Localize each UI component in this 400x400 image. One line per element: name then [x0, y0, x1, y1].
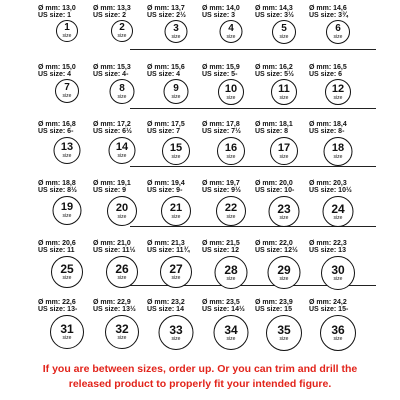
ring-size-number: 24: [331, 201, 345, 216]
diameter-mm-label: Ø mm: 23,2: [147, 299, 185, 306]
ring-size-circle: [271, 79, 297, 105]
ring-size-caption: size: [117, 153, 127, 159]
ring-size-number: 29: [277, 262, 291, 277]
us-size-label: US size: 4: [38, 71, 72, 78]
us-size-label: US size: 8: [255, 128, 289, 135]
ring-size-number: 9: [173, 82, 179, 94]
ring-size-item: [305, 121, 371, 179]
diameter-mm-label: Ø mm: 14,3: [255, 5, 293, 12]
ring-size-circle: [110, 79, 135, 104]
us-size-label: US size: 1: [38, 12, 72, 19]
ring-size-circle: [106, 256, 138, 288]
ring-size-caption: size: [62, 275, 72, 281]
diameter-mm-label: Ø mm: 19,4: [147, 180, 185, 187]
ring-size-circle: [53, 196, 82, 225]
diameter-mm-label: Ø mm: 17,5: [147, 121, 185, 128]
ring-size-caption: size: [279, 214, 289, 221]
ring-size-caption: size: [226, 335, 236, 342]
us-size-label: US size: 10-: [255, 187, 295, 194]
diameter-mm-label: Ø mm: 18,8: [38, 180, 76, 187]
ring-size-caption: size: [333, 214, 343, 221]
diameter-mm-label: Ø mm: 13,0: [38, 5, 76, 12]
diameter-mm-label: Ø mm: 24,2: [309, 299, 347, 306]
sizing-note-line-1: If you are between sizes, order up. Or you can trim and drill the: [42, 363, 358, 375]
us-size-label: US size: 5-: [202, 71, 238, 78]
ring-size-number: 36: [331, 323, 345, 337]
ring-size-number: 34: [224, 322, 238, 337]
ring-size-item: [305, 240, 371, 298]
ring-size-number: 18: [331, 142, 345, 154]
us-size-label: US size: 6½: [93, 128, 132, 135]
ring-size-circle: [162, 137, 190, 165]
ring-size-caption: size: [333, 34, 343, 40]
ring-size-caption: size: [226, 213, 236, 220]
diameter-mm-label: Ø mm: 22,3: [309, 240, 347, 247]
ring-size-caption: size: [226, 33, 236, 40]
ring-size-circle: [214, 315, 249, 350]
ring-size-caption: size: [62, 33, 72, 39]
diameter-mm-label: Ø mm: 16,8: [38, 121, 76, 128]
diameter-mm-label: Ø mm: 16,2: [255, 64, 293, 71]
us-size-label: US size: 4: [147, 71, 181, 78]
ring-size-circle: [161, 196, 191, 226]
ring-size-number: 2: [119, 22, 125, 33]
ring-size-caption: size: [171, 213, 181, 220]
ring-size-circle: [272, 20, 296, 44]
ring-size-caption: size: [171, 93, 181, 100]
diameter-mm-label: Ø mm: 14,0: [202, 5, 240, 12]
ring-size-circle: [320, 315, 356, 351]
us-size-label: US size: 6-: [38, 128, 74, 135]
ring-size-number: 13: [60, 141, 74, 153]
ring-size-number: 20: [115, 201, 129, 214]
ring-size-circle: [217, 137, 245, 165]
diameter-mm-label: Ø mm: 19,1: [93, 180, 131, 187]
ring-size-caption: size: [171, 33, 181, 40]
ring-size-circle: [321, 256, 355, 290]
us-size-label: US size: 15-: [309, 306, 349, 313]
ring-size-caption: size: [117, 335, 127, 341]
ring-size-number: 33: [169, 322, 183, 337]
ring-measurement-text: [309, 121, 369, 135]
ring-size-number: 27: [169, 262, 183, 276]
us-size-label: US size: 3: [202, 12, 236, 19]
us-size-label: US size: 2½: [147, 12, 186, 19]
ring-size-circle: [55, 79, 79, 103]
diameter-mm-label: Ø mm: 17,8: [202, 121, 240, 128]
ring-size-caption: size: [279, 336, 289, 342]
ring-size-circle: [215, 256, 248, 289]
ring-size-circle: [216, 196, 246, 226]
ring-size-number: 32: [115, 322, 129, 336]
diameter-mm-label: Ø mm: 15,6: [147, 64, 185, 71]
ring-size-caption: size: [117, 275, 127, 281]
diameter-mm-label: Ø mm: 13,3: [93, 5, 131, 12]
ring-size-item: [305, 5, 371, 63]
diameter-mm-label: Ø mm: 18,4: [309, 121, 347, 128]
ring-size-circle: [325, 79, 351, 105]
us-size-label: US size: 14½: [202, 306, 245, 313]
ring-size-caption: size: [279, 153, 289, 160]
us-size-label: US size: 4-: [93, 71, 129, 78]
ring-size-circle: [111, 20, 133, 42]
diameter-mm-label: Ø mm: 19,7: [202, 180, 240, 187]
ring-size-circle: [54, 137, 81, 164]
diameter-mm-label: Ø mm: 20,0: [255, 180, 293, 187]
us-size-label: US size: 7½: [202, 128, 241, 135]
diameter-mm-label: Ø mm: 20,3: [309, 180, 347, 187]
ring-measurement-text: [309, 5, 369, 19]
ring-size-caption: size: [117, 213, 127, 220]
diameter-mm-label: Ø mm: 21,3: [147, 240, 185, 247]
ring-size-circle: [109, 137, 136, 164]
ring-size-caption: size: [62, 213, 72, 219]
diameter-mm-label: Ø mm: 15,9: [202, 64, 240, 71]
ring-size-circle: [268, 256, 301, 289]
diameter-mm-label: Ø mm: 13,7: [147, 5, 185, 12]
diameter-mm-label: Ø mm: 21,5: [202, 240, 240, 247]
us-size-label: US size: 11½: [93, 247, 136, 254]
ring-size-number: 15: [169, 141, 183, 154]
us-size-label: US size: 10½: [309, 187, 352, 194]
ring-size-number: 25: [60, 262, 74, 276]
us-size-label: US size: 8½: [38, 187, 77, 194]
ring-size-number: 6: [335, 23, 341, 34]
us-size-label: US size: 8-: [309, 128, 345, 135]
ring-size-caption: size: [171, 275, 181, 281]
us-size-label: US size: 5½: [255, 71, 294, 78]
ring-size-number: 19: [60, 201, 74, 213]
us-size-label: US size: 3½: [255, 12, 294, 19]
us-size-label: US size: 2: [93, 12, 127, 19]
ring-size-caption: size: [279, 275, 289, 282]
diameter-mm-label: Ø mm: 17,2: [93, 121, 131, 128]
ring-size-number: 28: [224, 262, 238, 277]
ring-size-item: [305, 180, 371, 238]
us-size-label: US size: 9-: [147, 187, 183, 194]
diameter-mm-label: Ø mm: 18,1: [255, 121, 293, 128]
ring-size-number: 3: [173, 22, 179, 34]
ring-size-number: 5: [281, 23, 287, 34]
ring-size-caption: size: [62, 335, 72, 341]
ring-size-number: 26: [115, 262, 129, 276]
ring-size-caption: size: [226, 153, 236, 160]
ring-size-caption: size: [117, 33, 127, 39]
ring-size-number: 4: [228, 22, 234, 34]
ring-size-caption: size: [171, 335, 181, 342]
ring-size-circle: [270, 137, 298, 165]
us-size-label: US size: 9½: [202, 187, 241, 194]
ring-size-number: 7: [64, 82, 70, 93]
ring-size-number: 11: [278, 82, 290, 95]
ring-size-caption: size: [333, 94, 343, 101]
ring-size-number: 35: [277, 323, 291, 337]
us-size-label: US size: 13½: [93, 306, 136, 313]
us-size-label: US size: 12: [202, 247, 239, 254]
ring-size-circle: [105, 315, 139, 349]
ring-size-circle: [326, 20, 350, 44]
us-size-label: US size: 15: [255, 306, 292, 313]
ring-size-caption: size: [333, 336, 343, 342]
ring-size-caption: size: [226, 275, 236, 282]
ring-size-number: 14: [115, 141, 129, 153]
us-size-label: US size: 3¾: [309, 12, 348, 19]
diameter-mm-label: Ø mm: 20,6: [38, 240, 76, 247]
ring-size-caption: size: [226, 94, 236, 101]
ring-measurement-text: [309, 240, 369, 254]
ring-size-circle: [56, 20, 78, 42]
ring-size-number: 12: [331, 82, 345, 95]
us-size-label: US size: 9: [93, 187, 127, 194]
ring-size-circle: [159, 315, 194, 350]
ring-size-caption: size: [171, 153, 181, 160]
diameter-mm-label: Ø mm: 23,5: [202, 299, 240, 306]
ring-size-caption: size: [62, 153, 72, 159]
ring-size-circle: [164, 79, 189, 104]
diameter-mm-label: Ø mm: 22,0: [255, 240, 293, 247]
ring-size-circle: [266, 315, 302, 351]
ring-size-circle: [107, 196, 137, 226]
ring-size-caption: size: [333, 154, 343, 160]
diameter-mm-label: Ø mm: 21,0: [93, 240, 131, 247]
ring-size-caption: size: [333, 276, 343, 282]
ring-size-circle: [50, 315, 84, 349]
diameter-mm-label: Ø mm: 22,9: [93, 299, 131, 306]
ring-size-circle: [220, 20, 243, 43]
diameter-mm-label: Ø mm: 23,9: [255, 299, 293, 306]
ring-size-circle: [269, 196, 300, 227]
sizing-note: [0, 362, 400, 392]
ring-size-circle: [160, 256, 192, 288]
diameter-mm-label: Ø mm: 15,3: [93, 64, 131, 71]
us-size-label: US size: 13: [309, 247, 346, 254]
us-size-label: US size: 7: [147, 128, 181, 135]
sizing-note-line-2: released product to properly fit your intended figure.: [68, 378, 332, 390]
ring-size-item: [305, 299, 371, 357]
ring-size-caption: size: [279, 34, 289, 40]
ring-size-circle: [323, 196, 354, 227]
diameter-mm-label: Ø mm: 15,0: [38, 64, 76, 71]
ring-size-item: [305, 64, 371, 122]
us-size-label: US size: 11: [38, 247, 75, 254]
diameter-mm-label: Ø mm: 16,5: [309, 64, 347, 71]
ring-size-number: 30: [331, 263, 345, 277]
us-size-label: US size: 14: [147, 306, 184, 313]
us-size-label: US size: 11¾: [147, 247, 190, 254]
ring-size-number: 31: [60, 322, 74, 336]
ring-measurement-text: [309, 180, 369, 194]
diameter-mm-label: Ø mm: 22,6: [38, 299, 76, 306]
ring-size-caption: size: [279, 94, 289, 101]
ring-size-number: 8: [119, 82, 125, 94]
diameter-mm-label: Ø mm: 14,6: [309, 5, 347, 12]
us-size-label: US size: 12½: [255, 247, 298, 254]
us-size-label: US size: 6: [309, 71, 343, 78]
ring-size-number: 17: [277, 141, 291, 154]
ring-size-circle: [165, 20, 188, 43]
us-size-label: US size: 13-: [38, 306, 78, 313]
ring-measurement-text: [309, 64, 369, 78]
ring-size-number: 21: [169, 201, 183, 214]
ring-size-number: 1: [64, 22, 70, 33]
ring-size-number: 23: [277, 201, 291, 216]
ring-size-number: 22: [224, 201, 238, 214]
ring-measurement-text: [309, 299, 369, 313]
ring-size-caption: size: [117, 93, 127, 100]
ring-size-number: 10: [224, 82, 238, 95]
ring-size-number: 16: [224, 141, 238, 154]
ring-size-circle: [51, 256, 83, 288]
ring-size-circle: [324, 137, 353, 166]
ring-size-circle: [218, 79, 244, 105]
ring-size-caption: size: [62, 93, 72, 99]
